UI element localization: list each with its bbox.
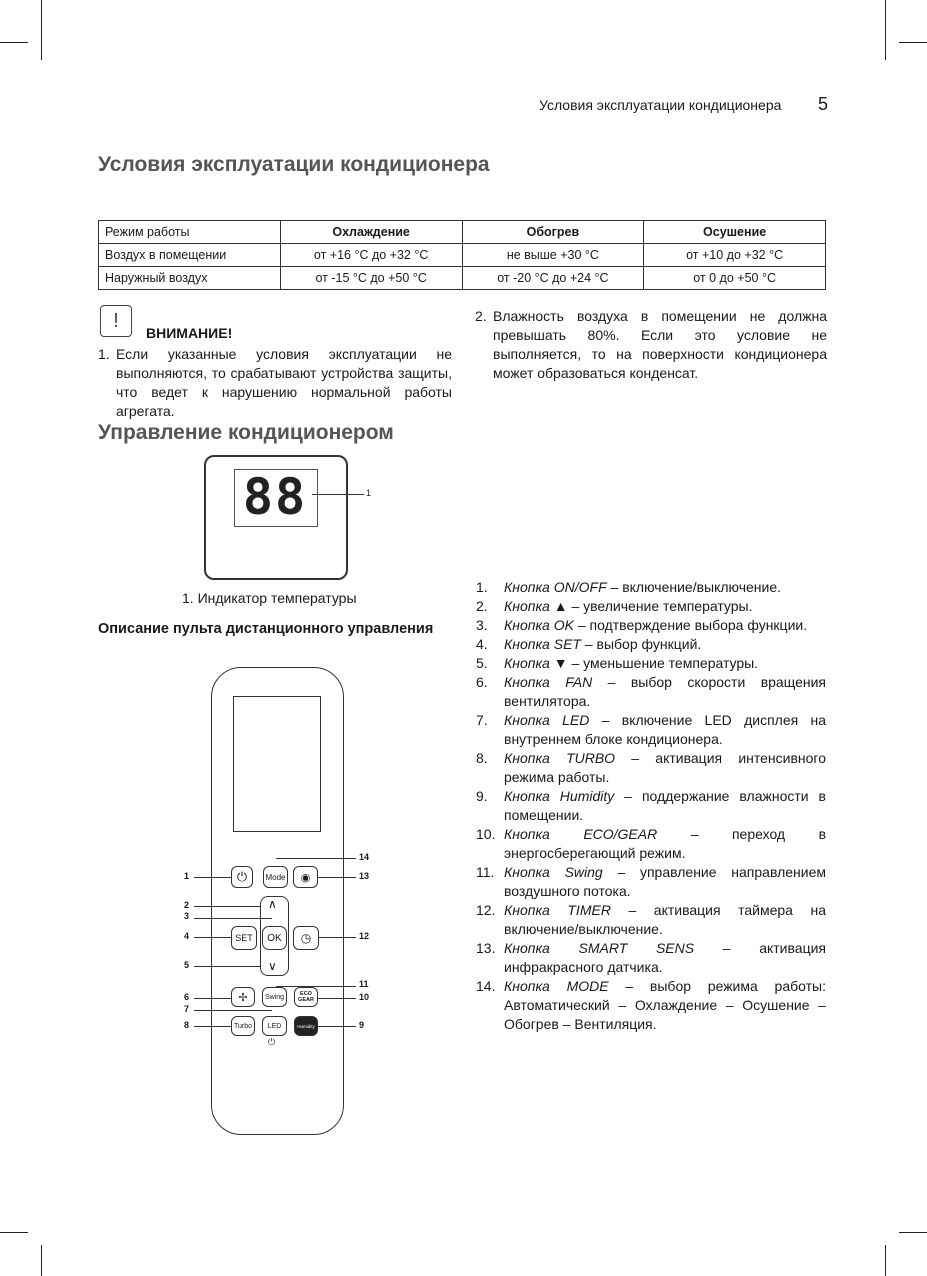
exclamation-icon: !	[100, 305, 132, 337]
note-number: 2.	[475, 308, 487, 324]
table-cell: от -20 °С до +24 °С	[462, 267, 644, 290]
table-cell: Воздух в помещении	[99, 244, 281, 267]
crop-mark	[885, 1245, 886, 1276]
callout-number: 7	[184, 1004, 190, 1014]
item-number: 14.	[476, 978, 496, 994]
crop-mark	[885, 0, 886, 60]
item-name: Кнопка ECO/GEAR	[504, 826, 658, 842]
callout-number: 2	[184, 900, 190, 910]
table-row	[99, 267, 826, 290]
list-item	[476, 616, 826, 635]
item-number: 6.	[476, 674, 488, 690]
set-button: SET	[231, 926, 257, 950]
item-number: 12.	[476, 902, 496, 918]
humidity-note	[475, 307, 827, 383]
list-item	[476, 673, 826, 711]
callout-line	[276, 986, 356, 987]
item-desc: ▼ – уменьшение температуры.	[549, 655, 759, 671]
list-item	[476, 597, 826, 616]
table-header-row	[99, 221, 826, 244]
callout-number: 14	[359, 852, 370, 862]
table-header-cell: Режим работы	[99, 221, 281, 244]
note-text: Влажность воздуха в помещении не должна превышать 80%. Если это условие не выполняется, то на поверхности кондиционера может образоваться конденсат.	[493, 308, 827, 381]
table-header-cell: Обогрев	[462, 221, 644, 244]
callout-line	[194, 937, 231, 938]
crop-mark	[899, 1232, 927, 1233]
callout-number: 12	[359, 931, 370, 941]
item-desc: ▲ – увеличение температуры.	[549, 598, 753, 614]
callout-number: 13	[359, 871, 370, 881]
callout-number: 4	[184, 931, 190, 941]
lock-power-icon: ⏻	[268, 1037, 276, 1047]
callout-line	[319, 937, 356, 938]
table-cell: от +10 до +32 °С	[644, 244, 826, 267]
item-name: Кнопка ON/OFF	[504, 579, 607, 595]
list-item	[476, 825, 826, 863]
item-number: 7.	[476, 712, 488, 728]
callout-line	[194, 906, 260, 907]
item-number: 13.	[476, 940, 496, 956]
table-cell: от 0 до +50 °С	[644, 267, 826, 290]
callout-number: 9	[359, 1020, 365, 1030]
callout-number: 10	[359, 992, 370, 1002]
list-item	[476, 901, 826, 939]
list-item	[476, 578, 826, 597]
mode-button: Mode	[263, 866, 288, 888]
item-name: Кнопка TURBO	[504, 750, 616, 766]
callout-number: 1	[184, 871, 190, 881]
swing-button: Swing	[262, 987, 287, 1007]
display-callout-number: 1	[366, 488, 372, 498]
callout-line	[194, 1010, 272, 1011]
item-number: 2.	[476, 598, 488, 614]
item-desc: – управление направлением воздушного потока.	[504, 864, 826, 899]
item-name: Кнопка Swing	[504, 864, 603, 880]
display-caption: 1. Индикатор температуры	[182, 590, 357, 606]
item-name: Кнопка MODE	[504, 978, 609, 994]
item-desc: – включение LED дисплея на внутреннем блоке кондиционера.	[504, 712, 826, 747]
warning-note	[98, 345, 452, 421]
conditions-table	[98, 220, 826, 290]
item-name: Кнопка Humidity	[504, 788, 615, 804]
list-item	[476, 863, 826, 901]
item-name: Кнопка SET	[504, 636, 581, 652]
item-desc: – выбор режима работы: Автоматический – Охлаждение – Осушение – Обогрев – Вентиляция.	[504, 978, 826, 1032]
item-desc: – выбор функций.	[580, 636, 702, 652]
ok-button: OK	[262, 926, 287, 950]
item-desc: – подтверждение выбора функции.	[573, 617, 808, 633]
callout-line	[318, 877, 356, 878]
item-name: Кнопка	[504, 598, 550, 614]
item-name: Кнопка SMART SENS	[504, 940, 695, 956]
section-title: Управление кондиционером	[98, 421, 394, 444]
crop-mark	[0, 1232, 28, 1233]
eco-gear-button: ECO GEAR	[294, 987, 318, 1007]
crop-mark	[41, 0, 42, 60]
callout-line	[194, 918, 272, 919]
item-number: 3.	[476, 617, 488, 633]
table-cell: от -15 °С до +50 °С	[280, 267, 462, 290]
callout-number: 8	[184, 1020, 190, 1030]
callout-number: 6	[184, 992, 190, 1002]
item-desc: – выбор скорости вращения вентилятора.	[504, 674, 826, 709]
running-title: Условия эксплуатации кондиционера	[539, 97, 782, 113]
item-name: Кнопка	[504, 655, 550, 671]
item-number: 8.	[476, 750, 488, 766]
table-cell: не выше +30 °С	[462, 244, 644, 267]
callout-line	[194, 877, 231, 878]
callout-line	[318, 998, 356, 999]
item-number: 1.	[476, 579, 488, 595]
turbo-button: Turbo	[231, 1016, 255, 1036]
list-item	[476, 749, 826, 787]
remote-screen	[233, 696, 321, 832]
item-desc: – переход в энергосберегающий режим.	[504, 826, 827, 861]
item-number: 10.	[476, 826, 496, 842]
callout-line	[276, 858, 356, 859]
list-item	[476, 711, 826, 749]
page-number: 5	[818, 94, 829, 114]
item-desc: – включение/выключение.	[606, 579, 782, 595]
item-desc: – активация таймера на включение/выключение.	[504, 902, 826, 937]
list-item	[476, 977, 826, 1034]
note-number: 1.	[98, 346, 110, 362]
callout-number: 11	[359, 979, 369, 989]
list-item	[476, 654, 826, 673]
chevron-up-icon: ∧	[268, 897, 277, 911]
table-header-cell: Осушение	[644, 221, 826, 244]
item-number: 4.	[476, 636, 488, 652]
note-text: Если указанные условия эксплуатации не выполняются, то срабатывают устройства защиты, что ведет к нарушению нормальной работы агрегата.	[116, 346, 452, 419]
chevron-down-icon: ∨	[268, 959, 277, 973]
callout-line	[194, 998, 231, 999]
fan-icon: ✢	[231, 987, 255, 1007]
item-name: Кнопка LED	[504, 712, 590, 728]
item-desc: – поддержание влажности в помещении.	[504, 788, 826, 823]
temperature-digits: 88	[242, 468, 308, 526]
eye-sensor-icon: ◉	[293, 866, 318, 888]
list-item	[476, 635, 826, 654]
item-desc: – активация инфракрасного датчика.	[504, 940, 826, 975]
table-cell: Наружный воздух	[99, 267, 281, 290]
item-name: Кнопка OK	[504, 617, 574, 633]
section-title: Условия эксплуатации кондиционера	[98, 153, 490, 176]
button-description-list	[476, 578, 826, 1034]
callout-line	[318, 1026, 356, 1027]
table-cell: от +16 °С до +32 °С	[280, 244, 462, 267]
callout-line	[194, 966, 260, 967]
table-row	[99, 244, 826, 267]
crop-mark	[41, 1245, 42, 1276]
item-name: Кнопка FAN	[504, 674, 593, 690]
callout-line	[194, 1026, 231, 1027]
callout-number: 5	[184, 960, 190, 970]
list-item	[476, 787, 826, 825]
item-number: 11.	[476, 864, 495, 880]
item-number: 5.	[476, 655, 488, 671]
item-number: 9.	[476, 788, 488, 804]
led-button: LED	[262, 1016, 287, 1036]
table-header-cell: Охлаждение	[280, 221, 462, 244]
timer-icon: ◷	[293, 926, 319, 950]
warning-title: ВНИМАНИЕ!	[146, 325, 233, 341]
remote-heading: Описание пульта дистанционного управления	[98, 621, 434, 637]
humidity-button: Humidity	[294, 1016, 318, 1036]
list-item	[476, 939, 826, 977]
crop-mark	[0, 42, 28, 43]
item-desc: – активация интенсивного режима работы.	[504, 750, 827, 785]
power-icon: ⏻	[231, 866, 253, 888]
callout-line	[312, 494, 364, 495]
callout-number: 3	[184, 911, 190, 921]
item-name: Кнопка TIMER	[504, 902, 611, 918]
crop-mark	[899, 42, 927, 43]
